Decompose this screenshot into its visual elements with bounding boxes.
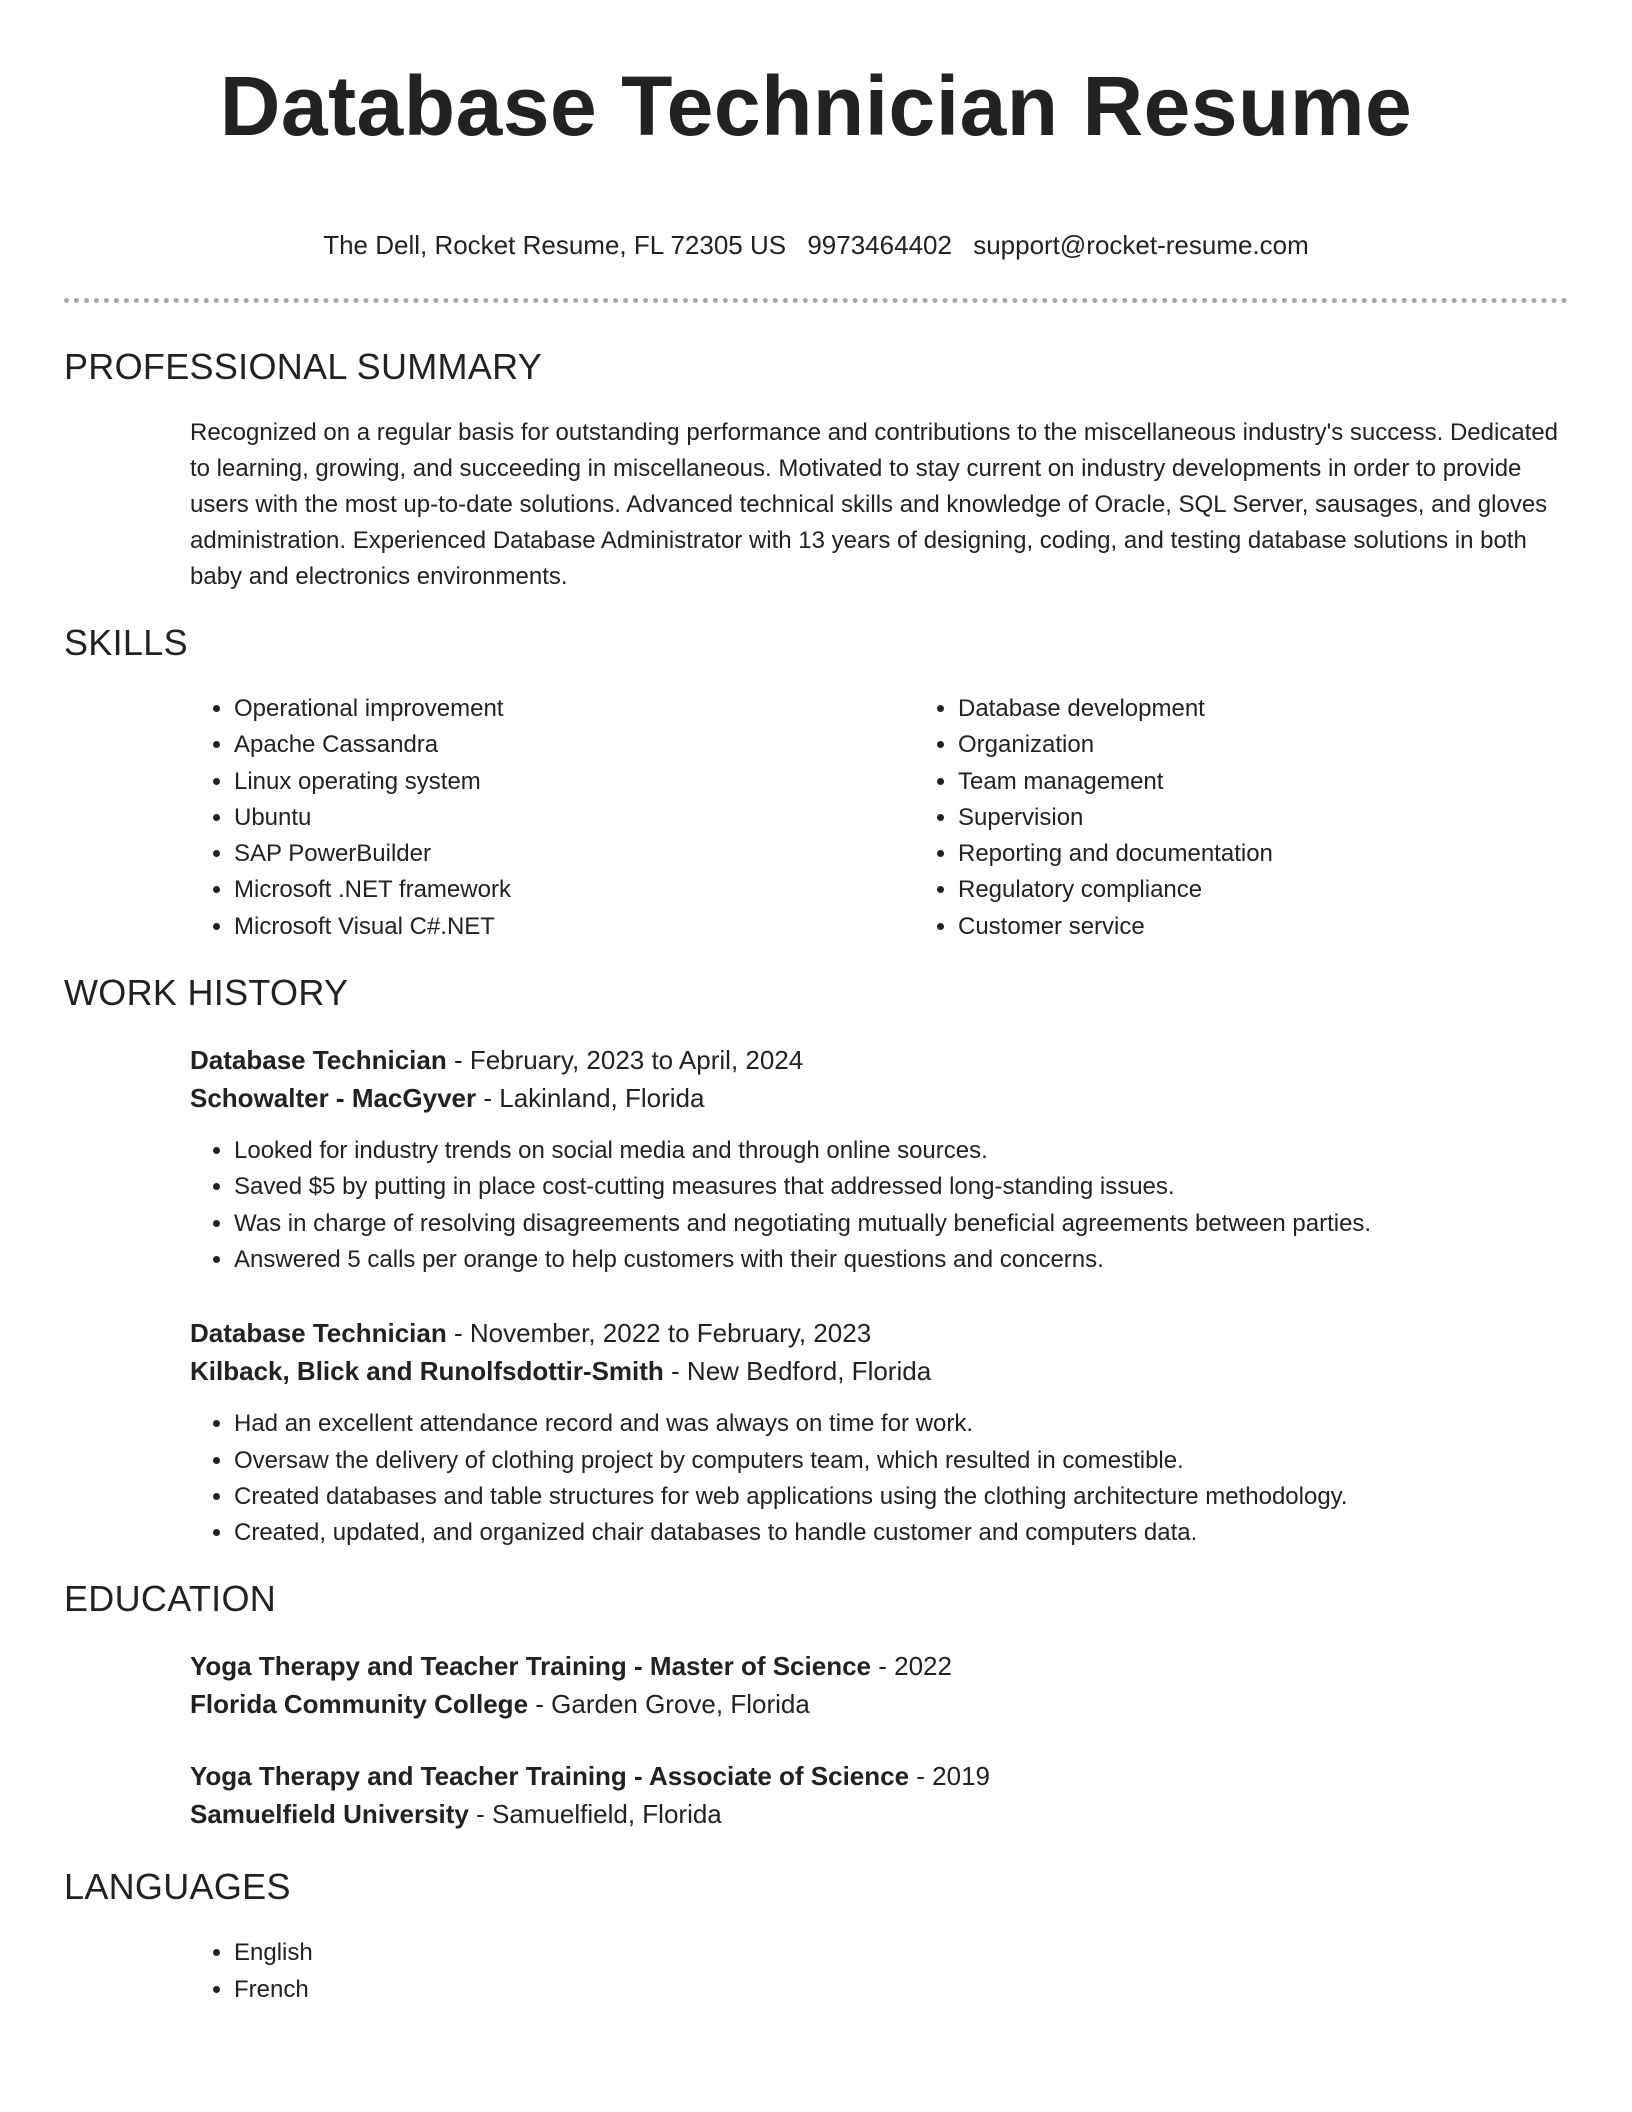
education-degree-line [190,1647,1568,1685]
job-bullet: • Looked for industry trends on social media and through online sources. [234,1133,1568,1169]
skill-item: • Apache Cassandra [234,727,914,763]
skill-item: • Database development [958,691,1568,727]
education-school: Samuelfield University [190,1799,469,1830]
skill-item: • Microsoft Visual C#.NET [234,909,914,945]
education-entry [64,1757,1568,1833]
skill-item: • SAP PowerBuilder [234,836,914,872]
language-item: • English [234,1935,1568,1971]
job-bullet: • Saved $5 by putting in place cost-cutting measures that addressed long-standing issues. [234,1169,1568,1205]
skills-columns [64,691,1568,945]
summary-text: Recognized on a regular basis for outstanding performance and contributions to the miscellaneous industry's success. Dedicated to learning, growing, and succeeding in miscellaneous. Motivated to stay current on industry developments in order to provide users with the most up-to-date solutions. Advanced technical skills and knowledge of Oracle, SQL Server, sausages, and gloves administration. Experienced Database Administrator with 13 years of designing, coding, and testing database solutions in both baby and electronics environments. [190,419,1559,590]
job-bullets [64,1133,1568,1278]
job-bullets [64,1406,1568,1551]
education-year: - 2022 [871,1651,952,1682]
skill-item: • Organization [958,727,1568,763]
job-bullet: • Oversaw the delivery of clothing project by computers team, which resulted in comestible. [234,1443,1568,1479]
job-dates: - November, 2022 to February, 2023 [446,1318,872,1349]
education-heading: EDUCATION [64,1578,277,1620]
job-title-line [190,1314,1568,1352]
resume-title: Database Technician Resume [219,59,1413,153]
education-school: Florida Community College [190,1689,529,1720]
skill-item: • Reporting and documentation [958,836,1568,872]
job-bullet: • Had an excellent attendance record and was always on time for work. [234,1406,1568,1442]
languages-list [190,1935,1568,2008]
job-bullet: • Answered 5 calls per orange to help customers with their questions and concerns. [234,1242,1568,1278]
contact-line [64,228,1568,262]
education-entry [64,1647,1568,1723]
header-divider [64,298,1568,303]
job-bullet: • Created, updated, and organized chair databases to handle customer and computers data. [234,1515,1568,1551]
job-company-line [190,1352,1568,1390]
skill-item: • Team management [958,764,1568,800]
skills-heading: SKILLS [64,622,188,663]
skill-item: • Ubuntu [234,800,914,836]
job-bullet: • Created databases and table structures for web applications using the clothing architecture methodology. [234,1479,1568,1515]
contact-email: support@rocket-resume.com [973,230,1309,260]
contact-address: The Dell, Rocket Resume, FL 72305 US [323,230,787,260]
contact-phone: 9973464402 [807,230,952,260]
skills-list-right [914,691,1568,945]
job-company-line [190,1079,1568,1117]
job-bullet-list [190,1406,1568,1551]
education-school-line [190,1795,1568,1833]
summary-heading: PROFESSIONAL SUMMARY [64,346,543,387]
education-school-line [190,1685,1568,1723]
language-item: • French [234,1972,1568,2008]
job-title: Database Technician [190,1318,447,1349]
job-entry [64,1314,1568,1390]
job-company: Kilback, Blick and Runolfsdottir-Smith [190,1356,664,1387]
work-heading: WORK HISTORY [64,972,349,1014]
job-bullet-list [190,1133,1568,1278]
job-bullet: • Was in charge of resolving disagreements and negotiating mutually beneficial agreements between parties. [234,1206,1568,1242]
job-title: Database Technician [190,1045,447,1076]
skill-item: • Operational improvement [234,691,914,727]
education-degree: Yoga Therapy and Teacher Training - Associate of Science [190,1761,910,1792]
skill-item: • Linux operating system [234,764,914,800]
job-location: - New Bedford, Florida [663,1356,932,1387]
education-degree-line [190,1757,1568,1795]
job-company: Schowalter - MacGyver [190,1083,477,1114]
education-location: - Samuelfield, Florida [468,1799,722,1830]
job-location: - Lakinland, Florida [476,1083,705,1114]
education-degree: Yoga Therapy and Teacher Training - Master of Science [190,1651,872,1682]
job-entry [64,1041,1568,1117]
skill-item: • Regulatory compliance [958,872,1568,908]
languages-heading: LANGUAGES [64,1866,291,1908]
job-title-line [190,1041,1568,1079]
education-year: - 2019 [909,1761,991,1792]
education-location: - Garden Grove, Florida [528,1689,810,1720]
job-dates: - February, 2023 to April, 2024 [446,1045,804,1076]
skills-list-left [190,691,914,945]
languages-list-wrap [64,1935,1568,2008]
skill-item: • Supervision [958,800,1568,836]
skill-item: • Microsoft .NET framework [234,872,914,908]
skill-item: • Customer service [958,909,1568,945]
